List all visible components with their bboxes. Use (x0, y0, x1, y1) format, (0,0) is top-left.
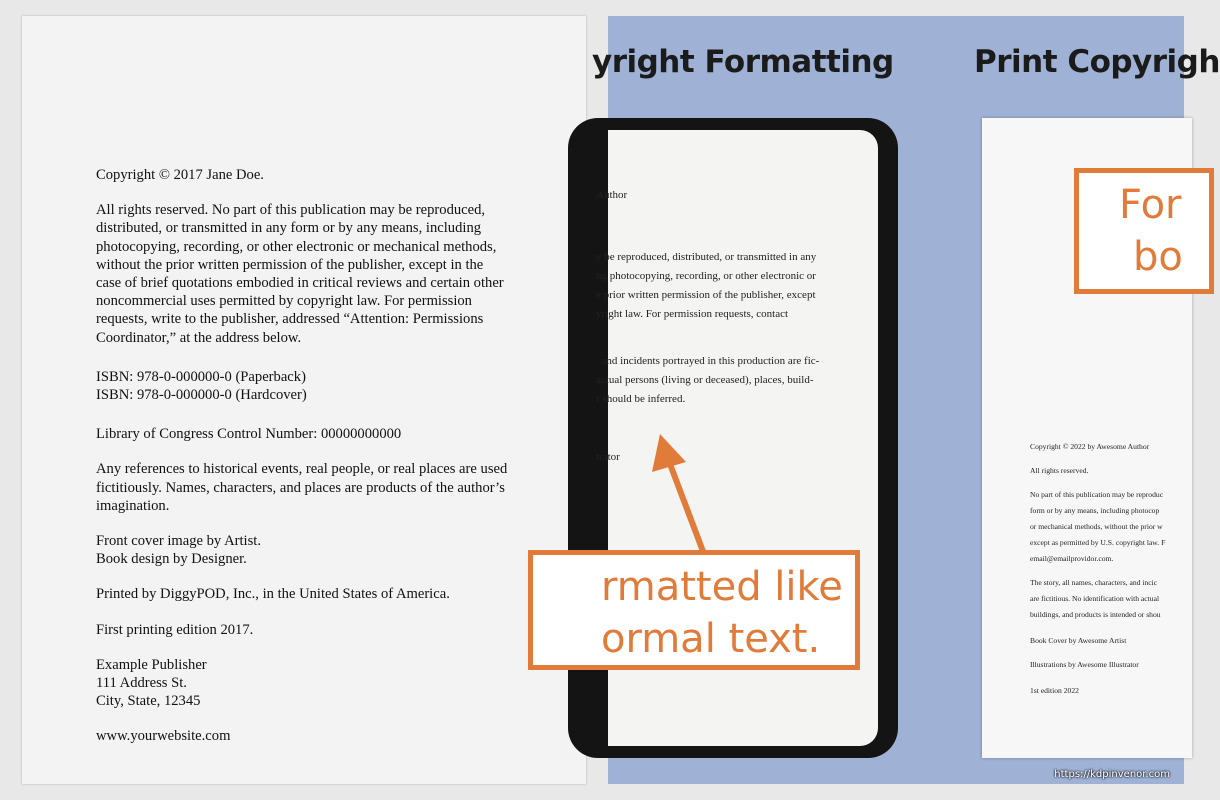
publisher-city: City, State, 12345 (96, 693, 201, 710)
isbn-block (96, 368, 548, 404)
formatting-comparison-panel (592, 16, 1220, 784)
copyright-line: Copyright © 2017 Jane Doe. (96, 167, 264, 183)
callout-line-2: ormal text. (601, 616, 821, 662)
printer-line: Printed by DiggyPOD, Inc., in the United States of America. (96, 586, 450, 603)
cover-credit: Front cover image by Artist. (96, 533, 261, 550)
fiction-paragraph: Any references to historical events, real people, or real places are used fictitiously. Names, characters, and places are products of the author’s imagination. (96, 461, 508, 514)
publisher-address (96, 656, 548, 711)
lccn-line: Library of Congress Control Number: 00000000000 (96, 426, 402, 443)
callout-line-1: For (1119, 182, 1182, 228)
website-link: www.yourwebsite.com (96, 728, 231, 745)
copyright-page (22, 16, 586, 784)
publisher-name: Example Publisher (96, 656, 207, 673)
source-url: https://kdpinvenor.com (1054, 769, 1170, 780)
callout-line-1: rmatted like (601, 564, 843, 610)
edition-line: First printing edition 2017. (96, 621, 254, 638)
isbn-hardcover: ISBN: 978-0-000000-0 (Hardcover) (96, 387, 307, 404)
rights-paragraph: All rights reserved. No part of this publication may be reproduced, distributed, or transmitted in any form or by any means, including photocopying, recording, or other electronic or mechanical methods, without the prior written permission of the publisher, except in the case of brief quotations embodied in critical reviews and certain other noncommercial uses permitted by copyright law. For permission requests, write to the publisher, addressed “Attention: Permissions Coordinator,” at the address below. (96, 202, 504, 346)
arrow-to-ebook-text (652, 434, 704, 554)
isbn-paperback: ISBN: 978-0-000000-0 (Paperback) (96, 368, 306, 385)
ebook-callout-box (528, 550, 860, 670)
print-copyright-page: Copyright © 2022 by Awesome Author All rights reserved. No part of this publication may be reproduc form or by any means, including photocop or mechanical methods, without the prior w except as permitted by U.S. copyright law. F email@emailprovidor.com. The story, all names, characters, and incic are fictitious. No identification with actual buildings, and products is intended or shou Book Cover by Awesome Artist Illustrations by Awesome Illustrator 1st edition 2022 (982, 118, 1192, 758)
print-heading: Print Copyrigh (974, 44, 1220, 80)
print-callout-box (1074, 168, 1214, 294)
ebook-heading: yright Formatting (592, 44, 894, 80)
callout-line-2: bo (1133, 234, 1183, 280)
credits-block (96, 532, 548, 568)
tablet-screen: Author y be reproduced, distributed, or transmitted in any ng photocopying, recording, or other electronic or e prior written permission of the publisher, except yright law. For permission requests, contact , and incidents portrayed in this production are fic- actual persons (living or deceased), places, build- r should be inferred. trator (608, 130, 878, 746)
design-credit: Book design by Designer. (96, 551, 247, 568)
copyright-text-block (96, 166, 548, 763)
publisher-street: 111 Address St. (96, 675, 187, 692)
